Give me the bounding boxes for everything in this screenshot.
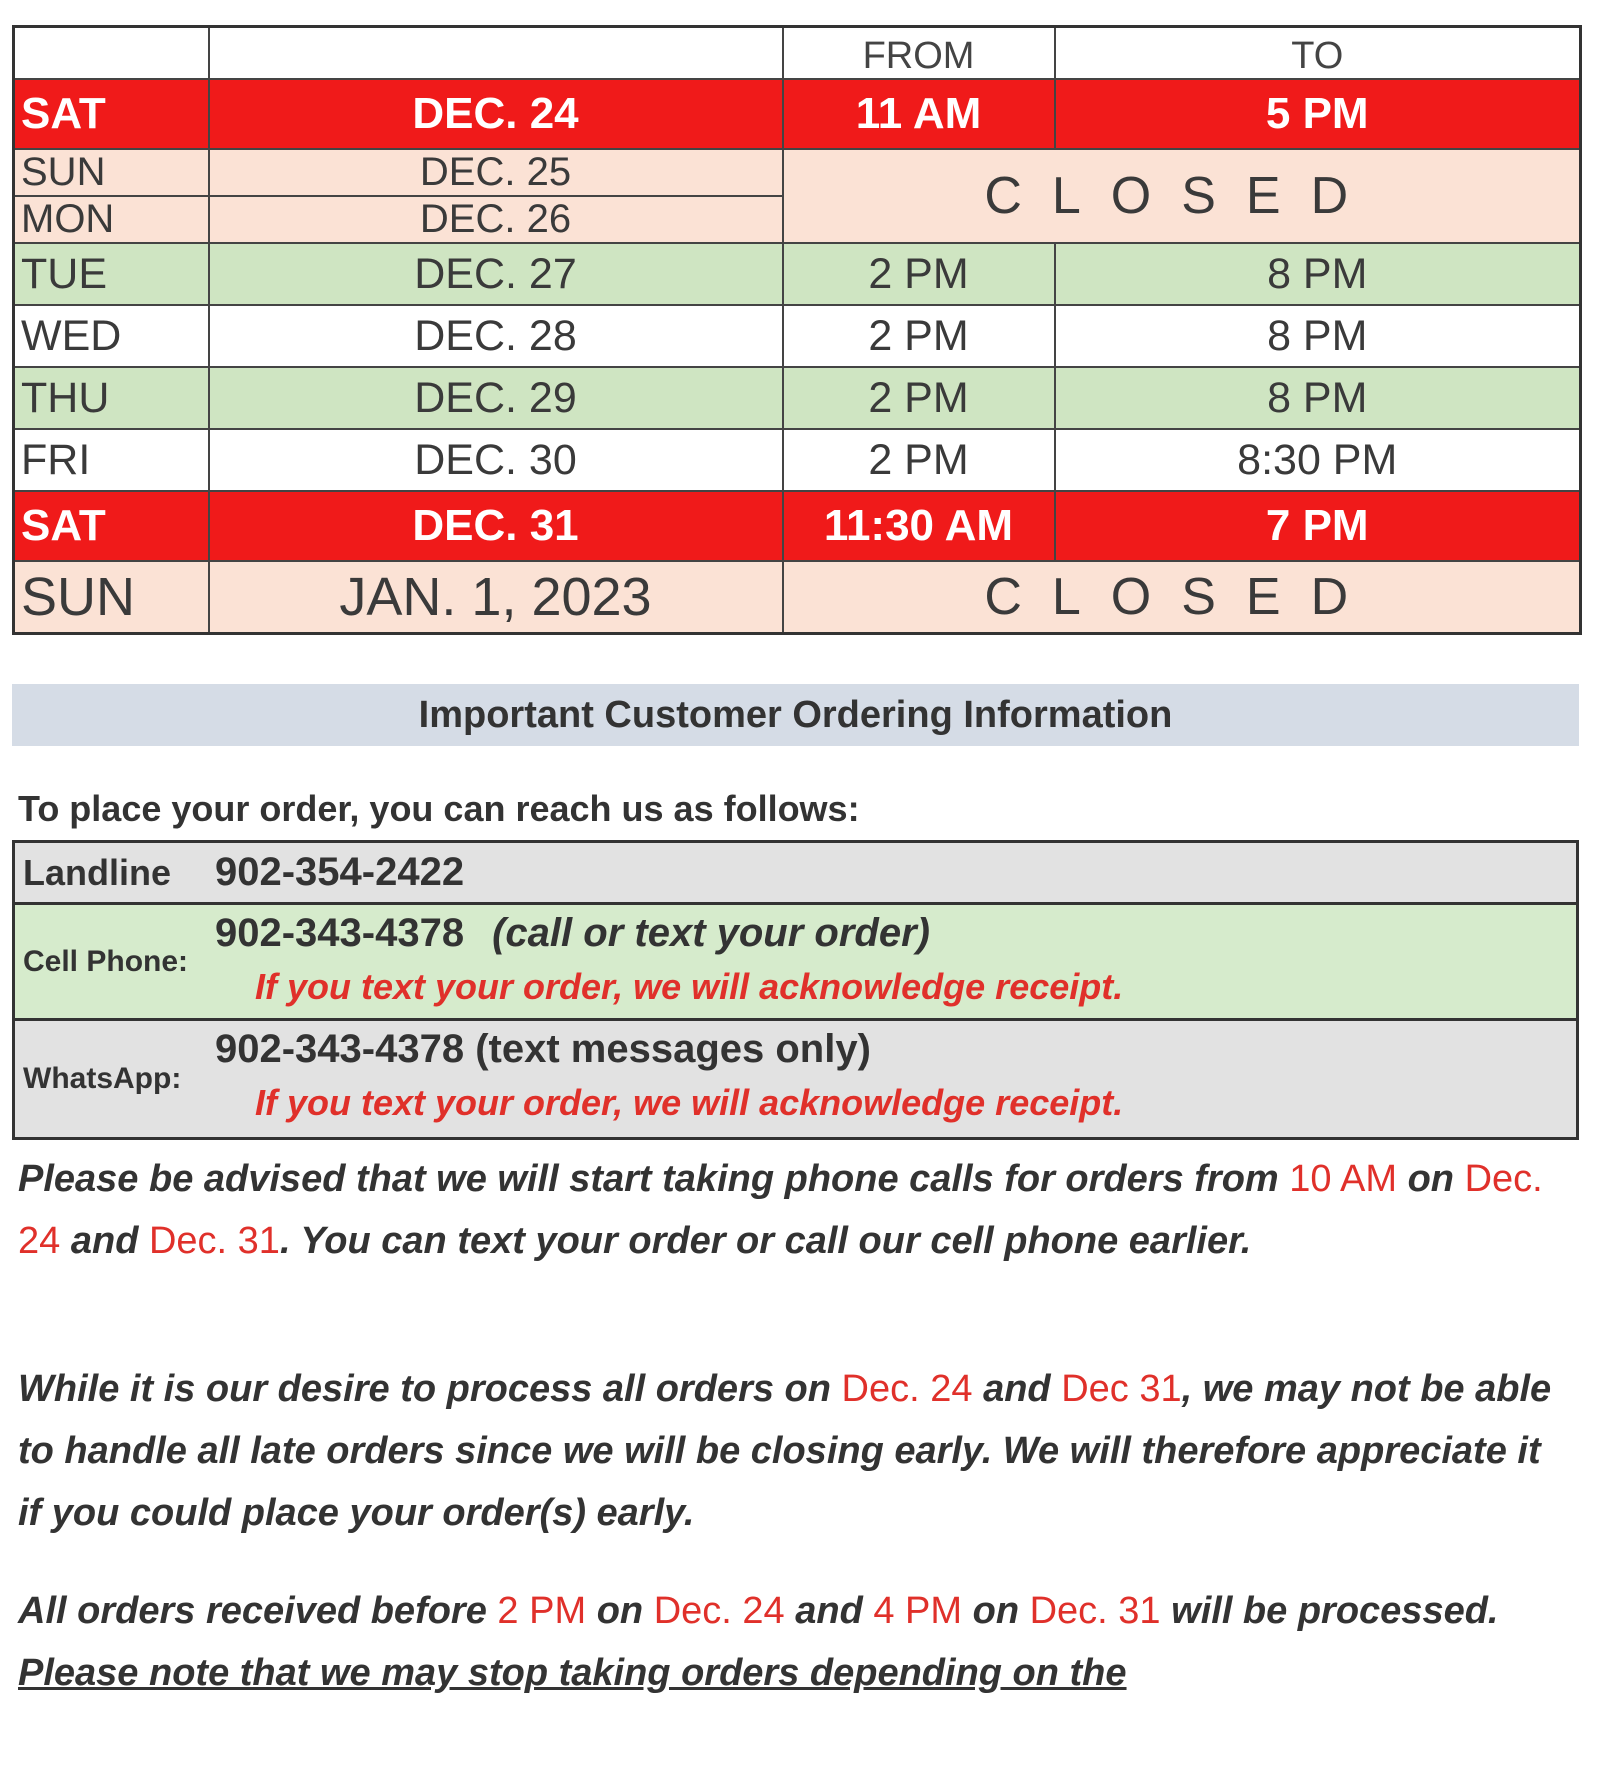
late-orders-paragraph [18,1358,1558,1544]
whatsapp-label: WhatsApp: [23,1062,182,1095]
para-highlight: 10 AM [1289,1158,1397,1200]
day-cell: TUE [14,243,209,305]
to-cell: 8:30 PM [1055,429,1581,491]
from-cell: 2 PM [783,243,1055,305]
to-cell: 7 PM [1055,491,1581,561]
para-text: All orders received before [18,1590,487,1632]
para-text: Please be advised that we will start taking phone calls for orders from [18,1158,1279,1200]
para-highlight: 2 PM [497,1590,587,1632]
day-cell: FRI [14,429,209,491]
para-text: . You can text your order or call our cell phone earlier. [279,1220,1252,1262]
para-text: on [1407,1158,1454,1200]
from-cell: 11:30 AM [783,491,1055,561]
date-cell: DEC. 24 [209,79,783,149]
day-cell: SAT [14,79,209,149]
landline-row [15,843,1576,905]
para-text: While it is our desire to process all orders on [18,1368,831,1410]
to-cell: 8 PM [1055,305,1581,367]
para-highlight: 4 PM [873,1590,963,1632]
para-text: , we may not be able to handle all late orders since we will be closing early. We will therefore appreciate it if you could place your order(s) early. [18,1368,1552,1534]
closed-cell: CLOSED [783,561,1581,634]
cutoff-paragraph [18,1580,1558,1704]
para-highlight: Dec. 31 [148,1220,280,1262]
table-row [14,305,1581,367]
date-cell: JAN. 1, 2023 [209,561,783,634]
cell-phone-ack: If you text your order, we will acknowledge receipt. [255,966,1124,1007]
header-day-cell [14,27,209,80]
from-cell: 2 PM [783,429,1055,491]
whatsapp-ack: If you text your order, we will acknowledge receipt. [255,1082,1124,1123]
day-cell: WED [14,305,209,367]
cell-phone-row [15,905,1576,1021]
day-cell: MON [14,196,209,243]
para-highlight: Dec 31 [1061,1368,1182,1410]
landline-number: 902-354-2422 [215,850,465,894]
header-date-cell [209,27,783,80]
closed-cell: CLOSED [783,149,1581,243]
table-row [14,367,1581,429]
date-cell: DEC. 27 [209,243,783,305]
para-highlight: Dec. 24 [18,1158,1543,1262]
to-cell: 8 PM [1055,367,1581,429]
date-cell: DEC. 28 [209,305,783,367]
para-text: on [972,1590,1020,1632]
para-text: and [70,1220,139,1262]
to-cell: 5 PM [1055,79,1581,149]
cell-phone-number: 902-343-4378 [215,911,465,955]
table-row [14,149,1581,196]
ordering-intro: To place your order, you can reach us as follows: [18,788,860,829]
date-cell: DEC. 26 [209,196,783,243]
table-row [14,243,1581,305]
contact-table [12,840,1579,1140]
para-text: on [596,1590,644,1632]
section-title: Important Customer Ordering Information [12,684,1579,746]
cell-phone-label: Cell Phone: [23,944,189,978]
para-text: will be processed. [1171,1590,1499,1632]
table-row [14,491,1581,561]
cell-phone-value [215,905,1576,1018]
whatsapp-value [215,1021,1576,1137]
from-cell: 2 PM [783,305,1055,367]
landline-label: Landline [23,851,172,893]
table-row [14,429,1581,491]
para-highlight: Dec. 24 [841,1368,973,1410]
whatsapp-row [15,1021,1576,1137]
para-underlined-note: Please note that we may stop taking orders depending on the [18,1652,1127,1694]
table-row [14,79,1581,149]
para-text: and [983,1368,1051,1410]
para-highlight: Dec. 24 [653,1590,785,1632]
header-to: TO [1055,27,1581,80]
from-cell: 2 PM [783,367,1055,429]
day-cell: SUN [14,561,209,634]
holiday-hours-table [12,25,1582,635]
day-cell: THU [14,367,209,429]
table-header-row [14,27,1581,80]
table-row [14,561,1581,634]
date-cell: DEC. 25 [209,149,783,196]
para-text: and [795,1590,863,1632]
date-cell: DEC. 30 [209,429,783,491]
day-cell: SAT [14,491,209,561]
date-cell: DEC. 31 [209,491,783,561]
cell-phone-note: (call or text your order) [492,911,930,955]
advisory-paragraph [18,1148,1558,1272]
day-cell: SUN [14,149,209,196]
to-cell: 8 PM [1055,243,1581,305]
from-cell: 11 AM [783,79,1055,149]
para-highlight: Dec. 31 [1029,1590,1161,1632]
date-cell: DEC. 29 [209,367,783,429]
header-from: FROM [783,27,1055,80]
whatsapp-number: 902-343-4378 (text messages only) [215,1027,871,1071]
